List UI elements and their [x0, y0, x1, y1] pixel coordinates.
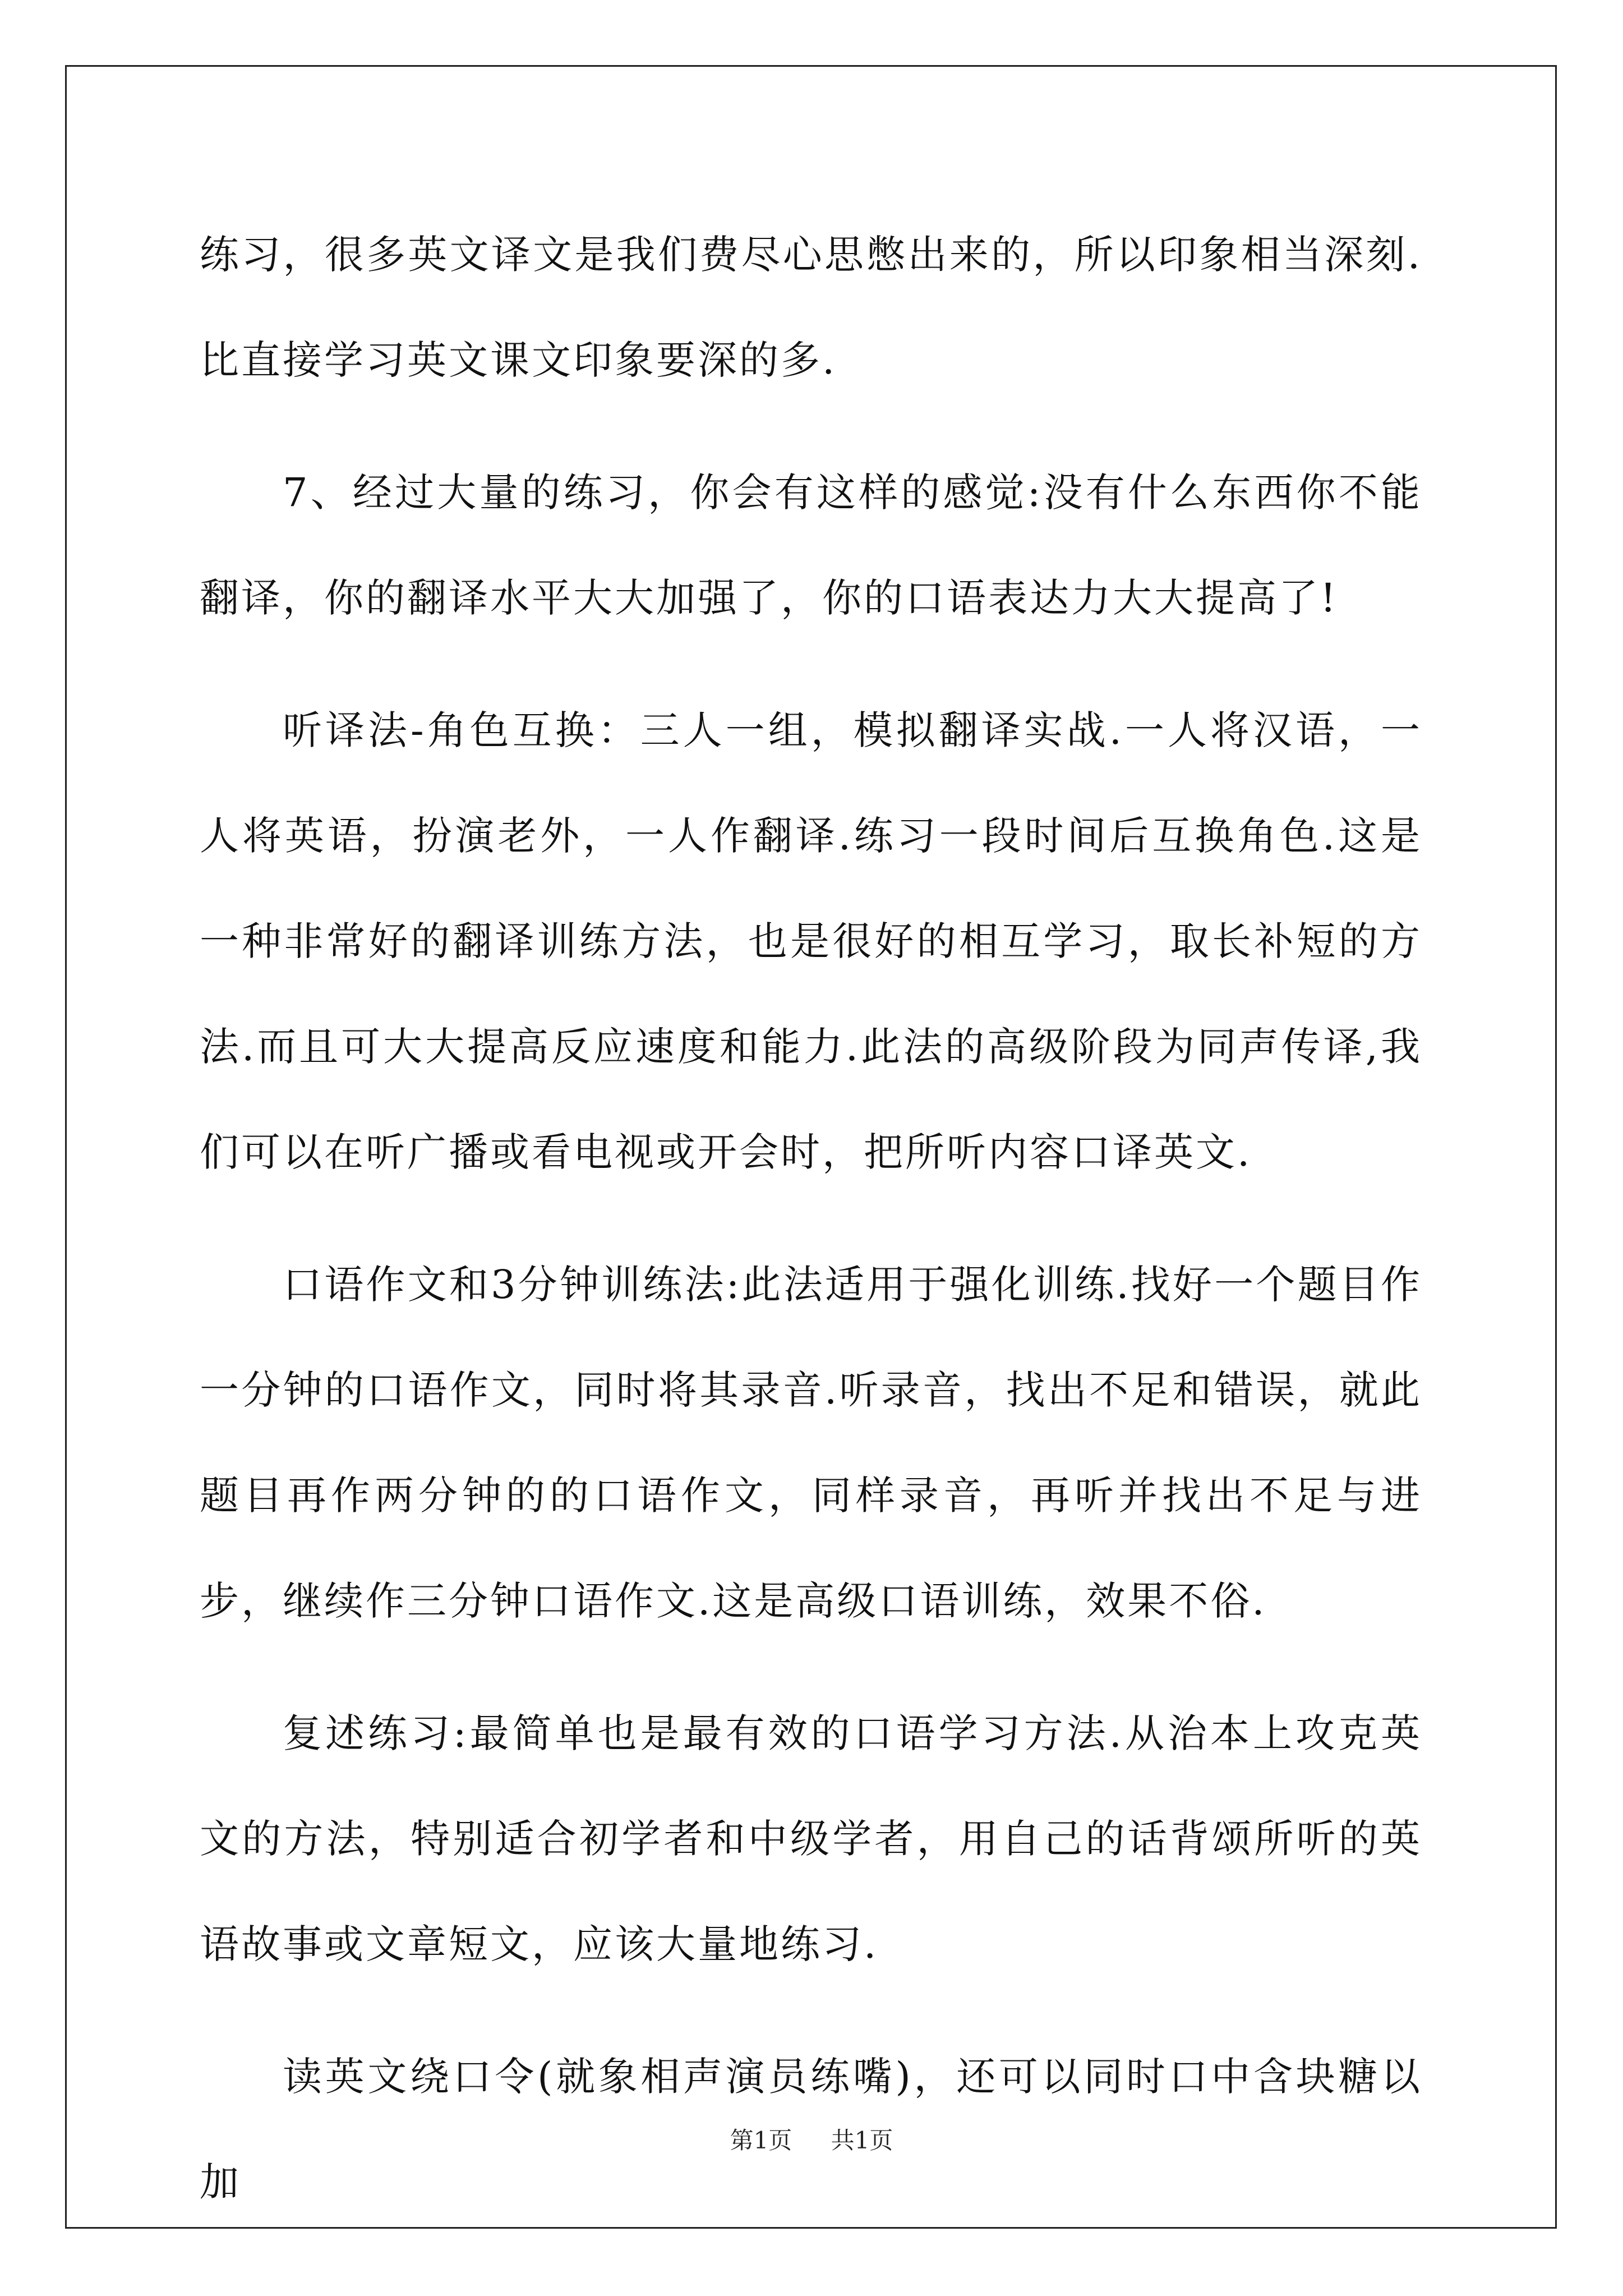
paragraph-6: 读英文绕口令(就象相声演员练嘴)，还可以同时口中含块糖以加: [200, 2054, 1422, 2205]
page-number-total: 共1页: [831, 2127, 893, 2154]
paragraph-5: 复述练习:最简单也是最有效的口语学习方法.从治本上攻克英文的方法，特别适合初学者和中级学者，用自己的话背颂所听的英语故事或文章短文，应该大量地练习.: [200, 1710, 1422, 1967]
document-body: [200, 202, 1422, 2262]
paragraph-1: 练习，很多英文译文是我们费尽心思憋出来的，所以印象相当深刻.比直接学习英文课文印象要深的多.: [200, 232, 1422, 383]
paragraph-3: 听译法-角色互换：三人一组，模拟翻译实战.一人将汉语，一人将英语，扮演老外，一人作翻译.练习一段时间后互换角色.这是一种非常好的翻译训练方法，也是很好的相互学习，取长补短的方法.而且可大大提高反应速度和能力.此法的高级阶段为同声传译,我们可以在听广播或看电视或开会时，把所听内容口译英文.: [200, 707, 1423, 1175]
paragraph-4: 口语作文和3分钟训练法:此法适用于强化训练.找好一个题目作一分钟的口语作文，同时将其录音.听录音，找出不足和错误，就此题目再作两分钟的的口语作文，同样录音，再听并找出不足与进步，继续作三分钟口语作文.这是高级口语训练，效果不俗.: [200, 1262, 1422, 1624]
page-footer: [0, 2124, 1623, 2157]
page-number-current: 第1页: [730, 2127, 792, 2154]
paragraph-2: 7、经过大量的练习，你会有这样的感觉:没有什么东西你不能翻译，你的翻译水平大大加强了，你的口语表达力大大提高了!: [200, 470, 1422, 621]
